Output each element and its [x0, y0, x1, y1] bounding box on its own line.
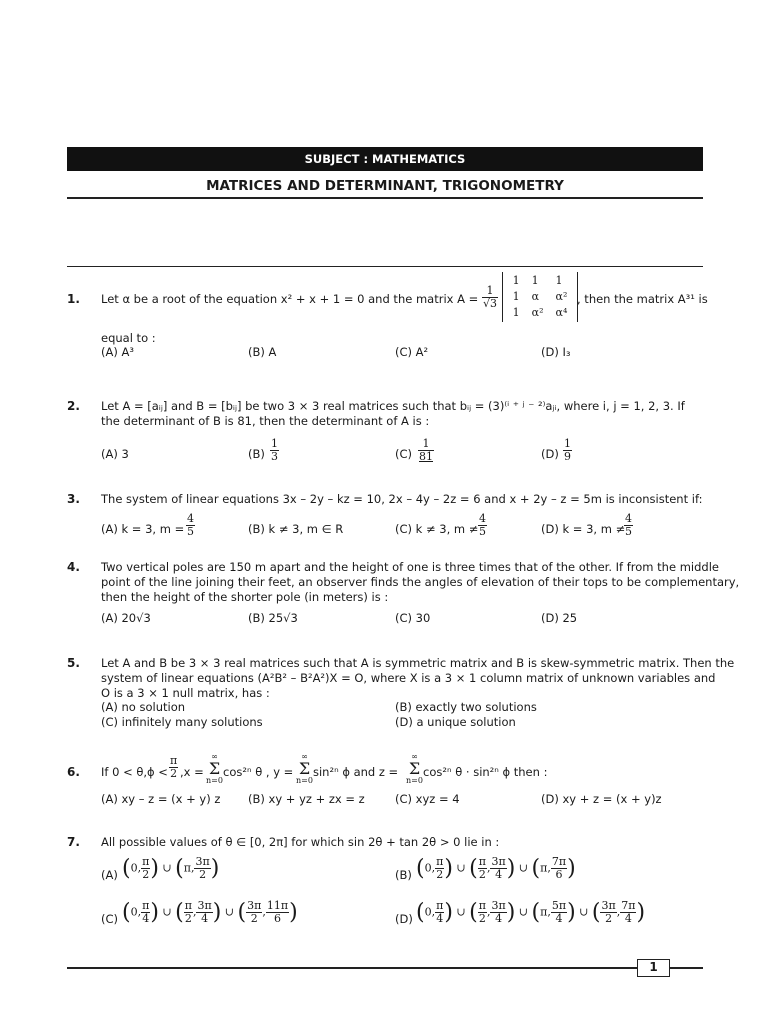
- option-b: (B): [395, 868, 412, 882]
- question-text: Two vertical poles are 150 m apart and the height of one is three times that of the other. If from the middle: [101, 560, 719, 574]
- matrix-expression: $\frac{1}{√3}$ 1 1 1 1 α α² 1 α² α⁴: [482, 272, 578, 322]
- interval-expression: (0, $\frac{\pi}{4}$ ) ∪ ( $\frac{\pi}{2}$ , $\frac{3\pi}{4}$ ) ∪ (π, $\frac{5\pi}{4}$ ) ∪ ( $\frac{3\pi}{2}$ , $\frac{7\pi}{4}$ ): [416, 899, 646, 925]
- option-d: (D): [541, 447, 559, 461]
- question-text: equal to :: [101, 331, 156, 345]
- option-a: (A) xy – z = (x + y) z: [101, 792, 221, 806]
- option-b: (B) A: [248, 345, 277, 359]
- interval-expression: (0, $\frac{\pi}{2}$ ) ∪ ( $\frac{\pi}{2}$ , $\frac{3\pi}{4}$ ) ∪ (π, $\frac{7\pi}{6}$ ): [416, 855, 576, 881]
- option-d: (D) 25: [541, 611, 578, 625]
- divider: [67, 266, 703, 267]
- option-c: (C) A²: [395, 345, 429, 359]
- question-text: O is a 3 × 1 null matrix, has :: [101, 686, 270, 700]
- option-d: (D) k = 3, m ≠: [541, 522, 626, 536]
- option-b: (B) 25√3: [248, 611, 298, 625]
- question-number: 3.: [67, 492, 80, 506]
- question-number: 5.: [67, 656, 80, 670]
- question-text: cos²ⁿ θ , y =: [223, 765, 294, 779]
- page-title: MATRICES AND DETERMINANT, TRIGONOMETRY: [206, 178, 564, 194]
- question-number: 6.: [67, 765, 80, 779]
- question-text: sin²ⁿ ϕ and z =: [313, 765, 399, 779]
- option-c: (C): [395, 447, 413, 461]
- question-text: then the height of the shorter pole (in meters) is :: [101, 590, 389, 604]
- option-b: (B): [248, 447, 265, 461]
- question-number: 2.: [67, 399, 80, 413]
- page-number: 1: [637, 959, 670, 977]
- fraction: $\frac{1}{3}$: [271, 437, 278, 463]
- question-text: ,x =: [180, 765, 204, 779]
- option-d: (D) xy + z = (x + y)z: [541, 792, 662, 806]
- option-a: (A) k = 3, m =: [101, 522, 185, 536]
- option-d: (D) I₃: [541, 345, 571, 359]
- option-b: (B) xy + yz + zx = z: [248, 792, 365, 806]
- option-c: (C) xyz = 4: [395, 792, 460, 806]
- fraction: $\frac{4}{5}$: [187, 512, 194, 538]
- question-text: system of linear equations (A²B² – B²A²)X = O, where X is a 3 × 1 column matrix of unknown variables and: [101, 671, 716, 685]
- question-number: 1.: [67, 292, 80, 306]
- fraction: $\frac{4}{5}$: [625, 512, 632, 538]
- question-text: Let α be a root of the equation x² + x + 1 = 0 and the matrix A =: [101, 292, 479, 306]
- option-c: (C) 30: [395, 611, 431, 625]
- summation: ∞ Σ n=0: [296, 752, 313, 785]
- option-a: (A) no solution: [101, 700, 186, 714]
- option-a: (A) A³: [101, 345, 134, 359]
- subject-banner: SUBJECT : MATHEMATICS: [67, 147, 703, 171]
- option-b: (B) k ≠ 3, m ∈ R: [248, 522, 344, 536]
- question-text: , then the matrix A³¹ is: [577, 292, 708, 306]
- option-d: (D): [395, 912, 413, 926]
- option-a: (A): [101, 868, 118, 882]
- option-a: (A) 20√3: [101, 611, 151, 625]
- question-text: All possible values of θ ∈ [0, 2π] for which sin 2θ + tan 2θ > 0 lie in :: [101, 835, 500, 849]
- divider: [67, 197, 703, 199]
- fraction: $\frac{4}{5}$: [479, 512, 486, 538]
- fraction: $\frac{1}{81}$: [419, 437, 433, 463]
- option-c: (C): [101, 912, 119, 926]
- question-number: 7.: [67, 835, 80, 849]
- question-text: point of the line joining their feet, an observer finds the angles of elevation of their tops to be complementary,: [101, 575, 740, 589]
- summation: ∞ Σ n=0: [406, 752, 423, 785]
- question-text: cos²ⁿ θ · sin²ⁿ ϕ then :: [423, 765, 548, 779]
- option-c: (C) k ≠ 3, m ≠: [395, 522, 479, 536]
- fraction: $\frac{\pi}{2}$: [170, 754, 178, 780]
- question-text: If 0 < θ,ϕ <: [101, 765, 168, 779]
- interval-expression: (0, $\frac{\pi}{4}$ ) ∪ ( $\frac{\pi}{2}$ , $\frac{3\pi}{4}$ ) ∪ ( $\frac{3\pi}{2}$ , $\frac{11\pi}{6}$ ): [122, 899, 298, 925]
- question-text: Let A and B be 3 × 3 real matrices such that A is symmetric matrix and B is skew-symmetric matrix. Then the: [101, 656, 735, 670]
- summation: ∞ Σ n=0: [206, 752, 223, 785]
- option-d: (D) a unique solution: [395, 715, 516, 729]
- footer-divider: [67, 967, 703, 969]
- question-text: The system of linear equations 3x – 2y – kz = 10, 2x – 4y – 2z = 6 and x + 2y – z = 5m is inconsistent if:: [101, 492, 703, 506]
- question-number: 4.: [67, 560, 80, 574]
- fraction: $\frac{1}{9}$: [564, 437, 571, 463]
- matrix: 1 1 1 1 α α² 1 α² α⁴: [502, 272, 579, 322]
- option-b: (B) exactly two solutions: [395, 700, 537, 714]
- interval-expression: (0, $\frac{\pi}{2}$ ) ∪ (π, $\frac{3\pi}{2}$ ): [122, 855, 220, 881]
- option-c: (C) infinitely many solutions: [101, 715, 263, 729]
- question-text: Let A = [aᵢⱼ] and B = [bᵢⱼ] be two 3 × 3 real matrices such that bᵢⱼ = (3)⁽ⁱ ⁺ ʲ ⁻ ²⁾aⱼᵢ, where i, j = 1, 2, 3. If: [101, 399, 685, 413]
- option-a: (A) 3: [101, 447, 129, 461]
- question-text: the determinant of B is 81, then the determinant of A is :: [101, 414, 430, 428]
